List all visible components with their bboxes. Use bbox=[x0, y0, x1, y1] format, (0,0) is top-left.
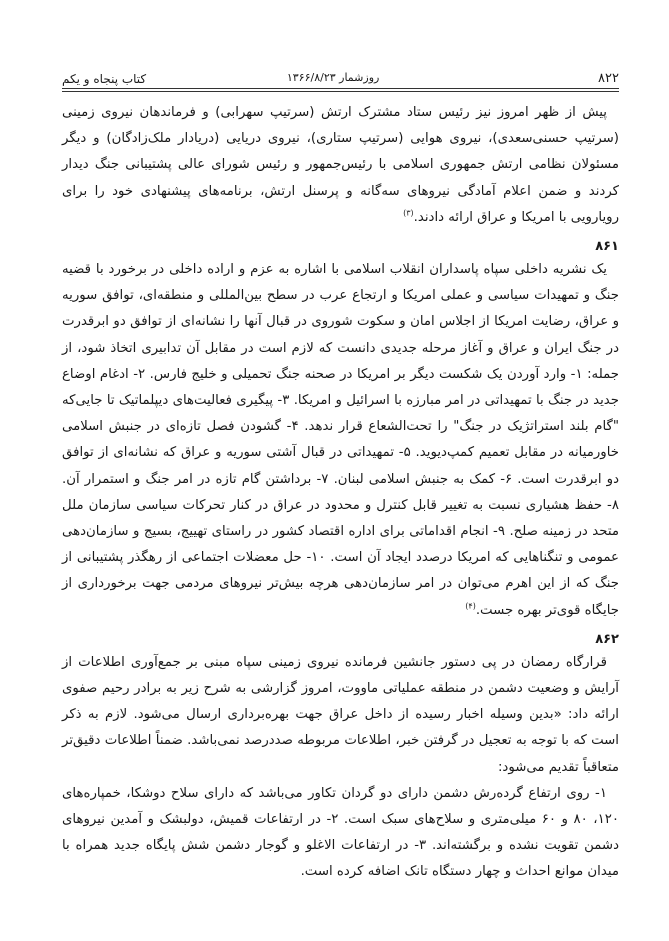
page-number: ۸۲۲ bbox=[598, 71, 619, 86]
page-content bbox=[62, 100, 619, 886]
paragraph: یک نشریه داخلی سپاه پاسداران انقلاب اسلامی با اشاره به عزم و اراده داخلی در برخورد با قضیه جنگ و تمهیدات سیاسی و عملی امریکا و ارتجاع عرب در سطح بین‌المللی و منطقه‌ای، توافق سوریه و عراق، رضایت امریکا از اجلاس امان و سکوت شوروی در قبال آنها را نشانه‌ای از توافق دو ابرقدرت در جنگ ایران و عراق و آغاز مرحله جدیدی دانست که لازم است در مقابل آن تدابیری اتخاذ شود، از جمله: ۱- وارد آوردن یک شکست دیگر بر امریکا در صحنه جنگ تحمیلی و خلیج فارس. ۲- ادغام اوضاع جدید در جنگ با تمهیداتی در امر مبارزه با اسرائیل و امریکا. ۳- پیگیری فعالیت‌های دیپلماتیک تا جایی‌که "گام بلند استراتژیک در جنگ" را تحت‌الشعاع قرار ندهد. ۴- گشودن فصل تازه‌ای در جنبش اسلامی خاورمیانه در مقابل تعمیم کمپ‌دیوید. ۵- تمهیداتی در قبال آشتی سوریه و عراق که نشانه‌ای از توافق دو ابرقدرت است. ۶- کمک به جنبش اسلامی لبنان. ۷- برداشتن گام تازه در امر جنگ و استمرار آن. ۸- حفظ هشیاری نسبت به تغییر قابل کنترل و محدود در عراق در کنار تحرکات سیاسی سازمان ملل متحد در زمینه صلح. ۹- انجام اقداماتی برای اداره اقتصاد کشور در راستای تهییج، بسیج و سازمان‌دهی عمومی و تنگناهایی که امریکا درصدد ایجاد آن است. ۱۰- حل معضلات اجتماعی از رهگذر پشتیبانی از جنگ که از این اهرم می‌توان در امر سازمان‌دهی هرچه بیش‌تر نیروهای مردمی جهت برخورداری از جایگاه قوی‌تر بهره جست.$^{(۴)}$ bbox=[62, 262, 619, 618]
header-rule-secondary bbox=[62, 91, 619, 92]
entry-number: ۸۶۲ bbox=[595, 631, 619, 647]
entry-continuation bbox=[62, 100, 619, 231]
paragraph: قرارگاه رمضان در پی دستور جانشین فرمانده نیروی زمینی سپاه مبنی بر جمع‌آوری اطلاعات از آرایش و وضعیت دشمن در منطقه عملیاتی ماووت، امروز گزارشی به شرح زیر به برادر رحیم صفوی ارائه داد: «بدین وسیله اخبار رسیده از داخل عراق جهت بهره‌برداری ارسال می‌شود. لازم به ذکر است که با توجه به تعجیل در گرفتن خبر، اطلاعات مربوطه صددرصد نمی‌باشد. ضمناً اطلاعات دقیق‌تر متعاقباً تقدیم می‌شود: bbox=[62, 654, 619, 775]
document-page bbox=[62, 64, 619, 886]
header-rule bbox=[62, 88, 619, 89]
book-title: کتاب پنجاه و یکم bbox=[62, 72, 147, 86]
footnote-marker: (۴) bbox=[465, 601, 476, 611]
paragraph: پیش از ظهر امروز نیز رئیس ستاد مشترک ارتش (سرتیپ سهرابی) و فرماندهان نیروی زمینی (سرتیپ حسنی‌سعدی)، نیروی هوایی (سرتیپ ستاری)، نیروی دریایی (دریادار ملک‌زادگان) و دیگر مسئولان نظامی ارتش جمهوری اسلامی با رئیس‌جمهور و رئیس شورای عالی پشتیبانی جنگ دیدار کردند و ضمن اعلام آمادگی نیروهای سه‌گانه و پرسنل ارتش، برنامه‌های پیشنهادی خود را برای رویارویی با امریکا و عراق ارائه دادند.$^{(۳)}$ bbox=[62, 105, 619, 225]
running-header bbox=[62, 64, 619, 86]
footnote-marker: (۳) bbox=[403, 208, 414, 218]
journal-date: روزشمار ۱۳۶۶/۸/۲۳ bbox=[286, 71, 380, 84]
paragraph: ۱- روی ارتفاع گرده‌رش دشمن دارای دو گردان تکاور می‌باشد که دارای سلاح دوشکا، خمپاره‌های ۱۲۰، ۸۰ و ۶۰ میلی‌متری و سلاح‌های سبک است. ۲- در ارتفاعات قمیش، دولبشک و آمدین نیروهای دشمن تقویت نشده و برگشته‌اند. ۳- در ارتفاعات الاغلو و گوجار دشمن شش پایگاه جدید همراه با میدان موانع احداث و چهار دستگاه تانک اضافه کرده است. bbox=[62, 785, 620, 880]
entry-862 bbox=[62, 630, 619, 886]
entry-number: ۸۶۱ bbox=[595, 239, 619, 255]
entry-861 bbox=[62, 237, 619, 624]
